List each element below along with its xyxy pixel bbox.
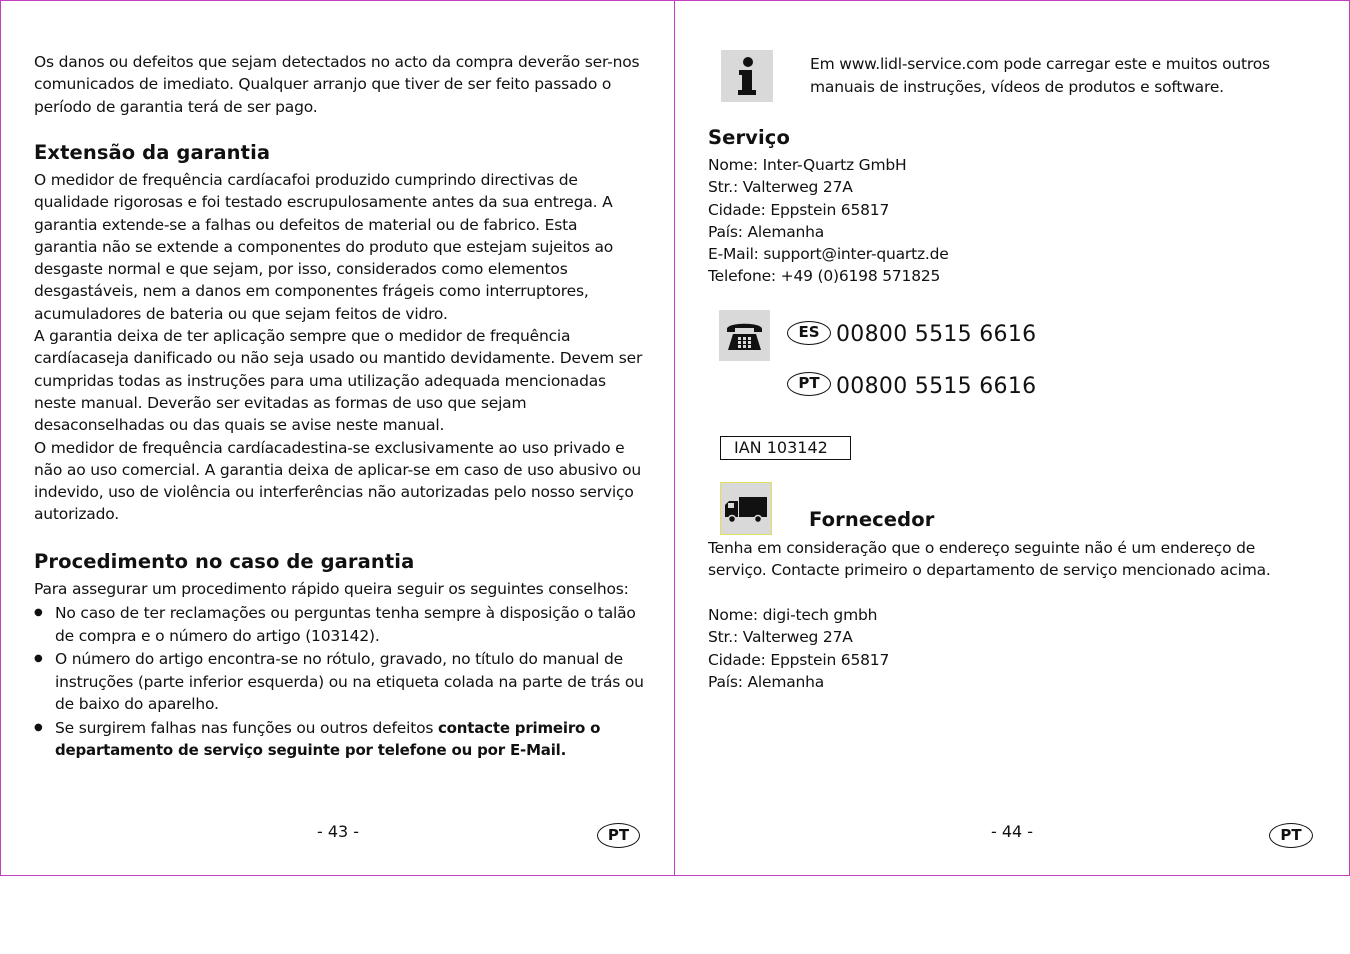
section-heading-service: Serviço bbox=[708, 126, 790, 149]
service-street: Str.: Valterweg 27A bbox=[708, 178, 853, 197]
paragraph: A garantia deixa de ter aplicação sempre que o medidor de frequência cardíacaseja danificado ou não seja usado ou mantido devidamente. Devem ser cumpridas todas as instruções para uma utilização adequada mencionadas neste manual. Deverão ser evitadas as formas de uso que sejam desaconselhadas ou das quais se avise neste manual. bbox=[34, 327, 643, 435]
hotline-number-es: 00800 5515 6616 bbox=[836, 322, 1037, 347]
service-phone: Telefone: +49 (0)6198 571825 bbox=[708, 267, 941, 286]
right-page bbox=[674, 0, 1350, 876]
service-address bbox=[708, 154, 1308, 288]
ian-number-box: IAN 103142 bbox=[720, 436, 851, 460]
info-icon bbox=[721, 50, 773, 102]
list-item-text: Se surgirem falhas nas funções ou outros defeitos bbox=[55, 718, 438, 737]
supplier-country: País: Alemanha bbox=[708, 672, 825, 691]
country-badge-pt: PT bbox=[787, 372, 831, 396]
list-item bbox=[34, 717, 644, 762]
country-badge-es: ES bbox=[787, 321, 831, 345]
left-page bbox=[0, 0, 675, 876]
service-city: Cidade: Eppstein 65817 bbox=[708, 200, 890, 219]
service-name: Nome: Inter-Quartz GmbH bbox=[708, 156, 907, 174]
truck-icon bbox=[720, 482, 772, 535]
list-item-emphasis: contacte primeiro o departamento de serviço seguinte por telefone ou por E-Mail. bbox=[55, 718, 601, 760]
warranty-procedure-text bbox=[34, 578, 644, 763]
section-heading-supplier: Fornecedor bbox=[809, 508, 935, 531]
procedure-list bbox=[34, 602, 644, 761]
supplier-city: Cidade: Eppstein 65817 bbox=[708, 650, 890, 669]
intro-paragraph: Os danos ou defeitos que sejam detectados no acto da compra deverão ser-nos comunicados de imediato. Qualquer arranjo que tiver de ser feito passado o período de garantia terá de ser pago. bbox=[34, 53, 640, 116]
page-number: - 44 - bbox=[991, 822, 1034, 841]
service-email: E-Mail: support@inter-quartz.de bbox=[708, 245, 949, 264]
info-text: Em www.lidl-service.com pode carregar este e muitos outros manuais de instruções, vídeos de produtos e software. bbox=[810, 55, 1270, 96]
supplier-name: Nome: digi-tech gmbh bbox=[708, 606, 878, 624]
supplier-note: Tenha em consideração que o endereço seguinte não é um endereço de serviço. Contacte primeiro o departamento de serviço mencionado acima. bbox=[708, 539, 1271, 580]
warranty-extent-text bbox=[34, 169, 644, 526]
page-number: - 43 - bbox=[317, 822, 360, 841]
paragraph: O medidor de frequência cardíacafoi produzido cumprindo directivas de qualidade rigorosas e foi testado escrupulosamente antes da sua entrega. A garantia extende-se a falhas ou defeitos de material ou de fabrico. Esta garantia não se extende a componentes do produto que estejam sujeitos ao desgaste normal e que sejam, por isso, considerados como elementos desgastáveis, nem a danos em componentes frágeis como interruptores, acumuladores de bateria ou que sejam feitos de vidro. bbox=[34, 171, 614, 323]
service-country: País: Alemanha bbox=[708, 222, 825, 241]
supplier-street: Str.: Valterweg 27A bbox=[708, 628, 853, 647]
list-item: ● No caso de ter reclamações ou perguntas tenha sempre à disposição o talão de compra e o número do artigo (103142). bbox=[34, 602, 644, 647]
supplier-address bbox=[708, 604, 1308, 693]
hotline-number-pt: 00800 5515 6616 bbox=[836, 374, 1037, 399]
paragraph: O medidor de frequência cardíacadestina-se exclusivamente ao uso privado e não ao uso comercial. A garantia deixa de aplicar-se em caso de uso abusivo ou indevido, uso de violência ou interferências não autorizadas pelo nosso serviço autorizado. bbox=[34, 438, 642, 524]
section-heading-warranty-extent: Extensão da garantia bbox=[34, 141, 271, 164]
procedure-intro: Para assegurar um procedimento rápido queira seguir os seguintes conselhos: bbox=[34, 580, 629, 598]
section-heading-warranty-procedure: Procedimento no caso de garantia bbox=[34, 550, 415, 573]
language-badge: PT bbox=[597, 823, 640, 848]
telephone-icon bbox=[719, 310, 770, 361]
language-badge: PT bbox=[1269, 823, 1313, 848]
list-item: ● O número do artigo encontra-se no rótulo, gravado, no título do manual de instruções (parte inferior esquerda) ou na etiqueta colada na parte de trás ou de baixo do aparelho. bbox=[34, 648, 644, 715]
